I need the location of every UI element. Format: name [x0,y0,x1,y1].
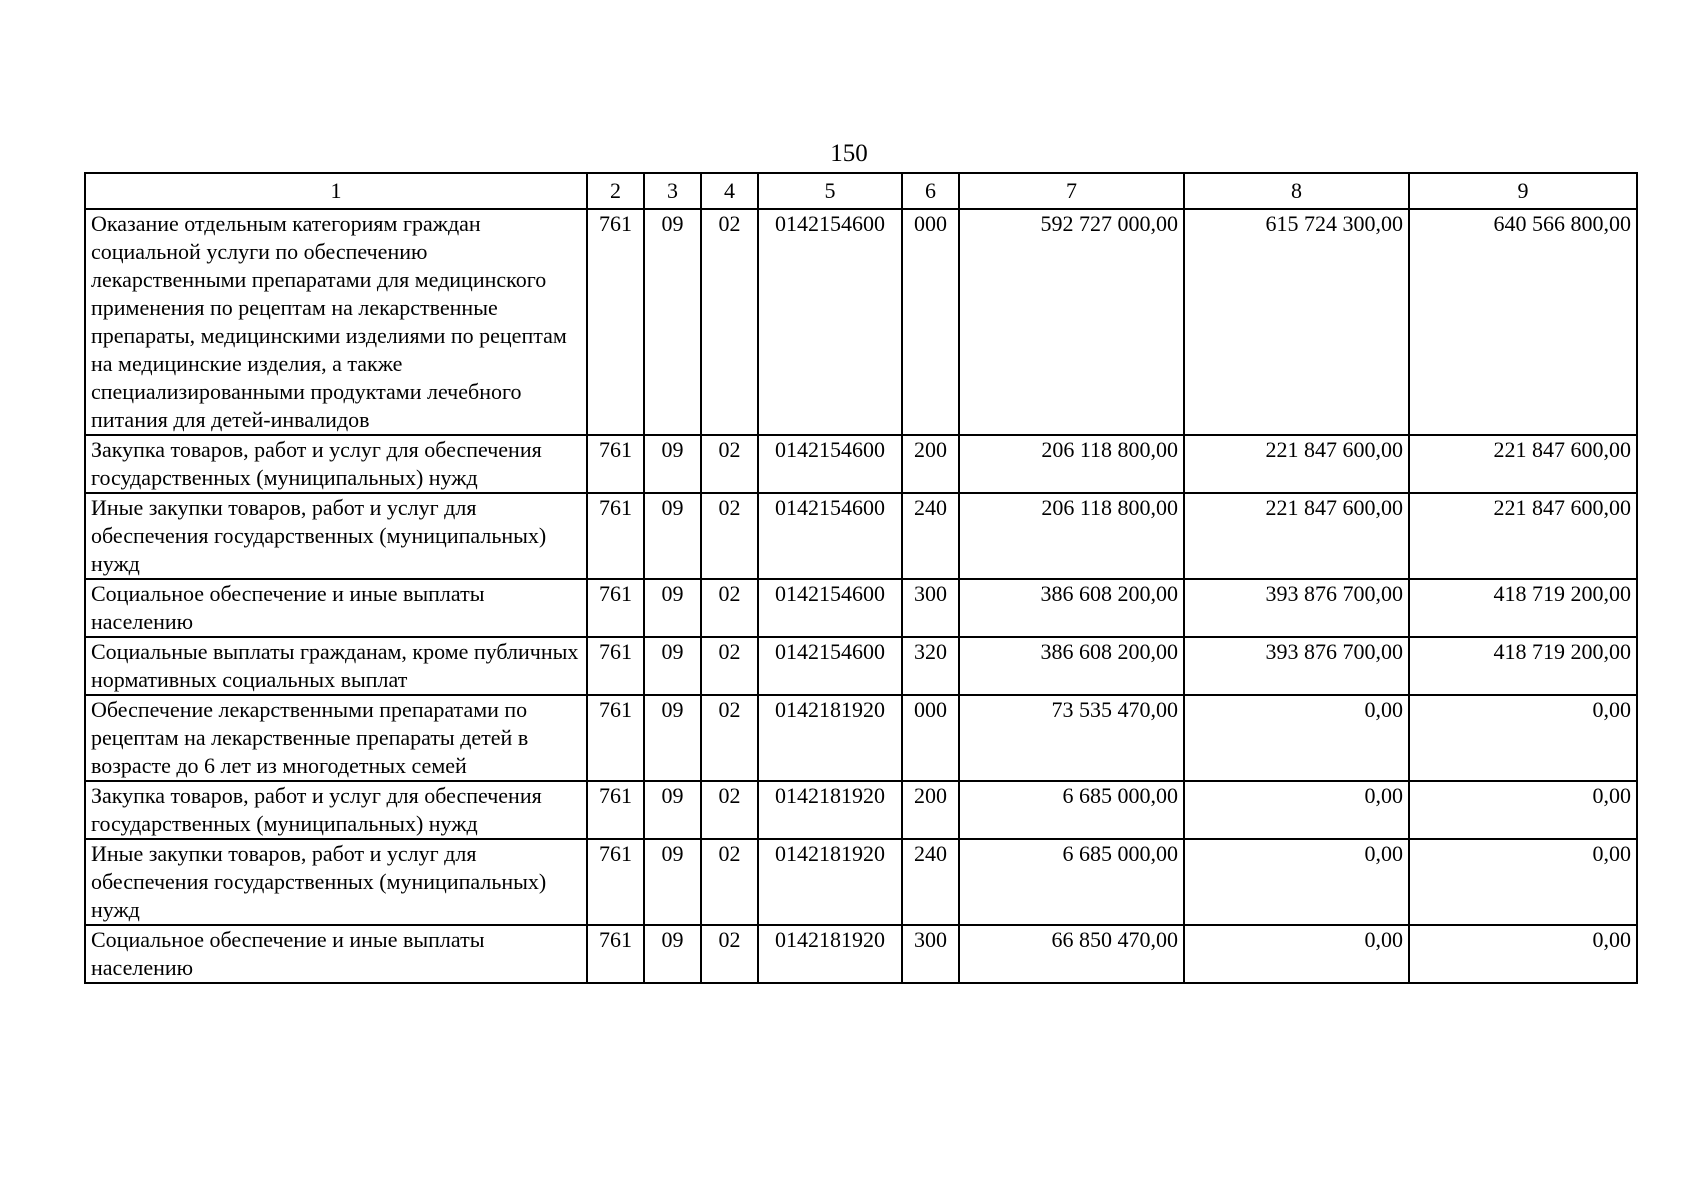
subsection-code: 02 [701,839,758,925]
header-row [85,173,1637,209]
row-name: Закупка товаров, работ и услуг для обеспечения государственных (муниципальных) нужд [85,781,587,839]
amount-col9: 0,00 [1409,839,1637,925]
expense-type-code: 000 [902,209,959,435]
table-row [85,695,1637,781]
subsection-code: 02 [701,781,758,839]
column-header: 6 [902,173,959,209]
target-article-code: 0142181920 [758,695,902,781]
expense-type-code: 300 [902,925,959,983]
subsection-code: 02 [701,695,758,781]
amount-col8: 0,00 [1184,925,1409,983]
row-name: Социальные выплаты гражданам, кроме публичных нормативных социальных выплат [85,637,587,695]
table-row [85,209,1637,435]
target-article-code: 0142181920 [758,925,902,983]
row-name: Иные закупки товаров, работ и услуг для обеспечения государственных (муниципальных) нужд [85,839,587,925]
expense-type-code: 200 [902,781,959,839]
target-article-code: 0142181920 [758,781,902,839]
amount-col7: 206 118 800,00 [959,435,1184,493]
subsection-code: 02 [701,209,758,435]
admin-code: 761 [587,435,644,493]
row-name: Оказание отдельным категориям граждан социальной услуги по обеспечению лекарственными препаратами для медицинского применения по рецептам на лекарственные препараты, медицинскими изделиями по рецептам на медицинские изделия, а также специализированными продуктами лечебного питания для детей-инвалидов [85,209,587,435]
amount-col8: 0,00 [1184,781,1409,839]
row-name: Иные закупки товаров, работ и услуг для обеспечения государственных (муниципальных) нужд [85,493,587,579]
column-header: 4 [701,173,758,209]
column-header: 8 [1184,173,1409,209]
column-header: 2 [587,173,644,209]
expense-type-code: 320 [902,637,959,695]
amount-col8: 615 724 300,00 [1184,209,1409,435]
amount-col8: 221 847 600,00 [1184,435,1409,493]
admin-code: 761 [587,925,644,983]
section-code: 09 [644,637,701,695]
amount-col9: 0,00 [1409,781,1637,839]
admin-code: 761 [587,839,644,925]
column-header: 9 [1409,173,1637,209]
budget-table [84,172,1638,984]
section-code: 09 [644,435,701,493]
amount-col7: 6 685 000,00 [959,781,1184,839]
amount-col9: 418 719 200,00 [1409,579,1637,637]
amount-col7: 73 535 470,00 [959,695,1184,781]
column-header: 3 [644,173,701,209]
table-row [85,781,1637,839]
expense-type-code: 000 [902,695,959,781]
target-article-code: 0142154600 [758,435,902,493]
section-code: 09 [644,209,701,435]
subsection-code: 02 [701,637,758,695]
target-article-code: 0142181920 [758,839,902,925]
row-name: Обеспечение лекарственными препаратами по рецептам на лекарственные препараты детей в возрасте до 6 лет из многодетных семей [85,695,587,781]
section-code: 09 [644,925,701,983]
admin-code: 761 [587,493,644,579]
target-article-code: 0142154600 [758,637,902,695]
target-article-code: 0142154600 [758,493,902,579]
table-row [85,579,1637,637]
admin-code: 761 [587,637,644,695]
section-code: 09 [644,781,701,839]
amount-col7: 66 850 470,00 [959,925,1184,983]
amount-col8: 0,00 [1184,695,1409,781]
admin-code: 761 [587,781,644,839]
amount-col8: 0,00 [1184,839,1409,925]
subsection-code: 02 [701,435,758,493]
amount-col9: 0,00 [1409,925,1637,983]
table-row [85,435,1637,493]
amount-col9: 418 719 200,00 [1409,637,1637,695]
subsection-code: 02 [701,925,758,983]
section-code: 09 [644,695,701,781]
amount-col9: 221 847 600,00 [1409,435,1637,493]
table-row [85,493,1637,579]
table-row [85,637,1637,695]
row-name: Социальное обеспечение и иные выплаты населению [85,579,587,637]
amount-col8: 393 876 700,00 [1184,579,1409,637]
amount-col9: 640 566 800,00 [1409,209,1637,435]
amount-col7: 386 608 200,00 [959,579,1184,637]
subsection-code: 02 [701,579,758,637]
expense-type-code: 200 [902,435,959,493]
amount-col7: 386 608 200,00 [959,637,1184,695]
section-code: 09 [644,839,701,925]
expense-type-code: 240 [902,839,959,925]
target-article-code: 0142154600 [758,579,902,637]
amount-col9: 0,00 [1409,695,1637,781]
amount-col8: 393 876 700,00 [1184,637,1409,695]
section-code: 09 [644,493,701,579]
row-name: Социальное обеспечение и иные выплаты населению [85,925,587,983]
section-code: 09 [644,579,701,637]
page-number: 150 [830,140,868,167]
amount-col9: 221 847 600,00 [1409,493,1637,579]
admin-code: 761 [587,209,644,435]
expense-type-code: 300 [902,579,959,637]
row-name: Закупка товаров, работ и услуг для обеспечения государственных (муниципальных) нужд [85,435,587,493]
admin-code: 761 [587,579,644,637]
column-header: 7 [959,173,1184,209]
column-header: 5 [758,173,902,209]
admin-code: 761 [587,695,644,781]
expense-type-code: 240 [902,493,959,579]
column-header: 1 [85,173,587,209]
amount-col8: 221 847 600,00 [1184,493,1409,579]
amount-col7: 6 685 000,00 [959,839,1184,925]
table-row [85,839,1637,925]
target-article-code: 0142154600 [758,209,902,435]
table-row [85,925,1637,983]
amount-col7: 206 118 800,00 [959,493,1184,579]
subsection-code: 02 [701,493,758,579]
amount-col7: 592 727 000,00 [959,209,1184,435]
